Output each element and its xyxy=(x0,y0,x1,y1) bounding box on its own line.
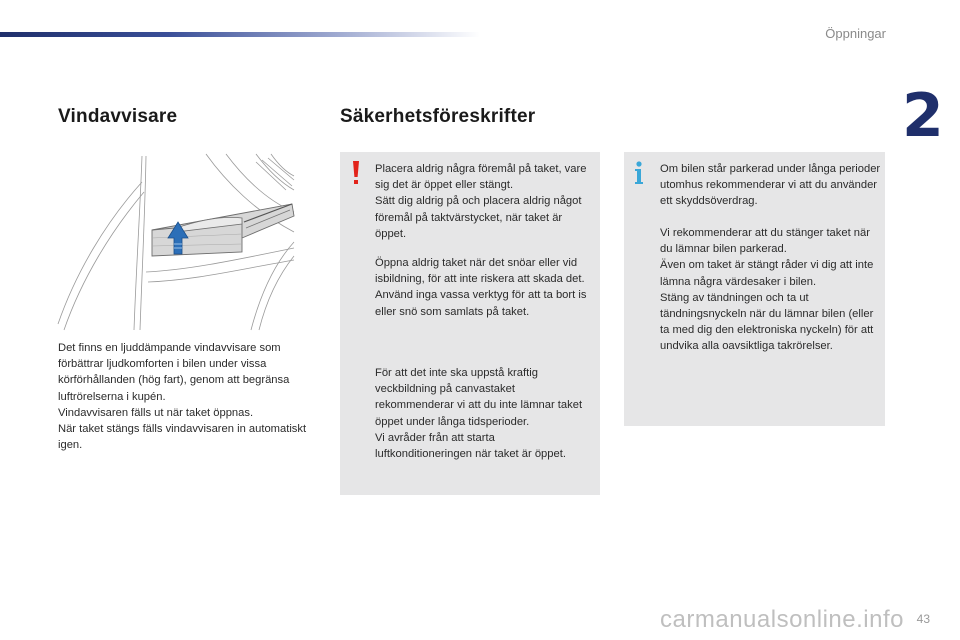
warning-paragraph-canvas-folds: För att det inte ska uppstå kraftig veckbildning på canvastaket rekommenderar vi att du inte lämnar taket öppet under långa tidsperioder. Vi avråder från att starta luftkonditioneringen när taket är öppet. xyxy=(375,367,583,461)
wind-deflector-description xyxy=(58,340,328,453)
section-heading-safety: Säkerhetsföreskrifter xyxy=(340,106,536,127)
chapter-number: 2 xyxy=(902,81,944,151)
info-icon xyxy=(632,160,646,186)
wind-deflector-illustration xyxy=(56,152,296,332)
page-number: 43 xyxy=(916,612,930,626)
section-heading-wind-deflector: Vindavvisare xyxy=(58,106,178,127)
exclamation-icon xyxy=(350,160,362,186)
header-accent-bar xyxy=(0,32,480,37)
warning-paragraph-snow-ice: Öppna aldrig taket när det snöar eller vid isbildning, för att inte riskera att skada det. Använd inga vassa verktyg för att ta bort is eller snö som samlats på taket. xyxy=(375,257,587,318)
info-paragraph-cover: Om bilen står parkerad under långa perioder utomhus rekommenderar vi att du använder ett skyddsöverdrag. xyxy=(660,163,881,208)
warning-paragraph-roof-objects: Placera aldrig några föremål på taket, vare sig det är öppet eller stängt. Sätt dig aldrig på och placera aldrig något föremål på taktvärstycket, när taket är öppet. xyxy=(375,163,587,240)
info-paragraph-parking: Vi rekommenderar att du stänger taket när du lämnar bilen parkerad. Även om taket är stängt råder vi dig att inte lämna några värdesaker i bilen. Stäng av tändningen och ta ut tändningsnyckeln när du lämnar bilen (eller ta med dig den elektroniska nyckeln) för att undvika alla oavsiktliga takrörelser. xyxy=(660,227,874,353)
wind-deflector-paragraph: Det finns en ljuddämpande vindavvisare som förbättrar ljudkomforten i bilen under vissa körförhållanden (hög fart), genom att begränsa luftrörelserna i kupén. Vindavvisaren fälls ut när taket öppnas. När taket stängs fälls vindavvisaren in automatiskt igen. xyxy=(58,342,307,452)
watermark: carmanualsonline.info xyxy=(660,606,904,633)
chapter-title: Öppningar xyxy=(825,26,886,41)
